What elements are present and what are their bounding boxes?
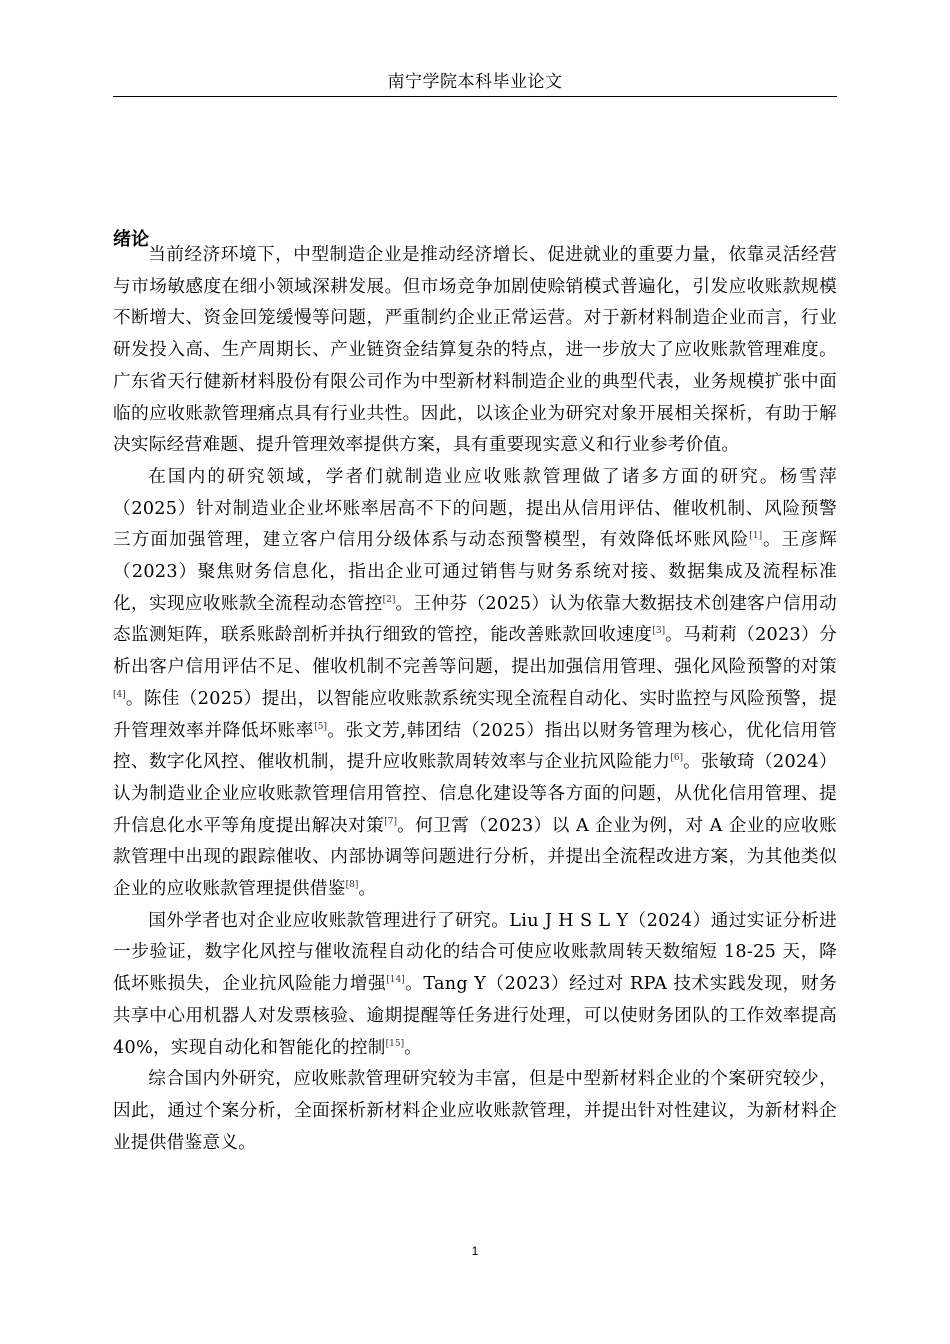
citation-marker: [14] — [386, 975, 405, 986]
paragraph-text: 综合国内外研究，应收账款管理研究较为丰富，但是中型新材料企业的个案研究较少，因此，通过个案分析，全面探析新材料企业应收账款管理，并提出针对性建议，为新材料企业提供借鉴意义。 — [113, 1069, 837, 1153]
header-divider — [113, 96, 837, 97]
paragraph-text: 。 — [404, 1037, 423, 1058]
paragraph-text: 。Tang Y（2023）经过对 RPA 技术实践发现，财务共享中心用机器人对发票核验、逾期提醒等任务进行处理，可以使财务团队的工作效率提高 40%，实现自动化和智能化的控制 — [113, 974, 837, 1058]
paragraph-text: 。马莉莉（2023）分析出客户信用评估不足、催收机制不完善等问题，提出加强信用管理、强化风险预警的对策 — [113, 625, 837, 678]
page-number: 1 — [471, 1244, 479, 1258]
paragraph-text: 。王彦辉（2023）聚焦财务信息化，指出企业可通过销售与财务系统对接、数据集成及流程标准化，实现应收账款全流程动态管控 — [113, 530, 837, 614]
citation-marker: [6] — [670, 753, 684, 764]
citation-marker: [1] — [749, 531, 763, 542]
body-text — [113, 240, 837, 1159]
body-paragraph — [113, 462, 837, 906]
paragraph-text: 。何卫霄（2023）以 A 企业为例，对 A 企业的应收账款管理中出现的跟踪催收、内部协调等问题进行分析，并提出全流程改进方案，为其他类似企业的应收账款管理提供借鉴 — [113, 815, 837, 900]
section-heading: 绪论 — [113, 229, 149, 250]
citation-marker: [7] — [384, 816, 397, 827]
citation-marker: [8] — [345, 880, 359, 891]
body-paragraph — [113, 1064, 837, 1159]
body-paragraph — [113, 906, 837, 1065]
paragraph-text: 。王仲芬（2025）认为依靠大数据技术创建客户信用动态监测矩阵，联系账龄剖析并执行细致的管控，能改善账款回收速度 — [113, 593, 837, 646]
citation-marker: [5] — [314, 721, 327, 732]
paragraph-text: 。张敏琦（2024）认为制造业企业应收账款管理信用管控、信息化建设等各方面的问题，从优化信用管理、提升信息化水平等角度提出解决对策 — [113, 752, 837, 836]
paragraph-text: 。 — [358, 879, 377, 900]
citation-marker: [4] — [113, 689, 126, 700]
body-paragraph — [113, 240, 837, 462]
paragraph-text: 国外学者也对企业应收账款管理进行了研究。Liu J H S L Y（2024）通过实证分析进一步验证，数字化风控与催收流程自动化的结合可使应收账款周转天数缩短 18-25 天，降低坏账损失，企业抗风险能力增强 — [113, 910, 837, 995]
paragraph-text: 当前经济环境下，中型制造企业是推动经济增长、促进就业的重要力量，依靠灵活经营与市场敏感度在细小领域深耕发展。但市场竞争加剧使赊销模式普遍化，引发应收账款规模不断增大、资金回笼缓慢等问题，严重制约企业正常运营。对于新材料制造企业而言，行业研发投入高、生产周期长、产业链资金结算复杂的特点，进一步放大了应收账款管理难度。广东省天行健新材料股份有限公司作为中型新材料制造企业的典型代表，业务规模扩张中面临的应收账款管理痛点具有行业共性。因此，以该企业为研究对象开展相关探析，有助于解决实际经营难题、提升管理效率提供方案，具有重要现实意义和行业参考价值。 — [113, 245, 837, 456]
paragraph-text: 在国内的研究领域，学者们就制造业应收账款管理做了诸多方面的研究。杨雪萍（2025）针对制造业企业坏账率居高不下的问题，提出从信用评估、催收机制、风险预警三方面加强管理，建立客户信用分级体系与动态预警模型，有效降低坏账风险 — [113, 466, 837, 551]
paragraph-text: 。张文芳,韩团结（2025）指出以财务管理为核心，优化信用管控、数字化风控、催收机制，提升应收账款周转效率与企业抗风险能力 — [113, 720, 837, 773]
paragraph-text: 。陈佳（2025）提出，以智能应收账款系统实现全流程自动化、实时监控与风险预警，提升管理效率并降低坏账率 — [113, 688, 837, 741]
citation-marker: [15] — [385, 1038, 405, 1049]
citation-marker: [3] — [652, 626, 666, 637]
page-header: 南宁学院本科毕业论文 — [387, 72, 563, 92]
citation-marker: [2] — [382, 594, 396, 605]
